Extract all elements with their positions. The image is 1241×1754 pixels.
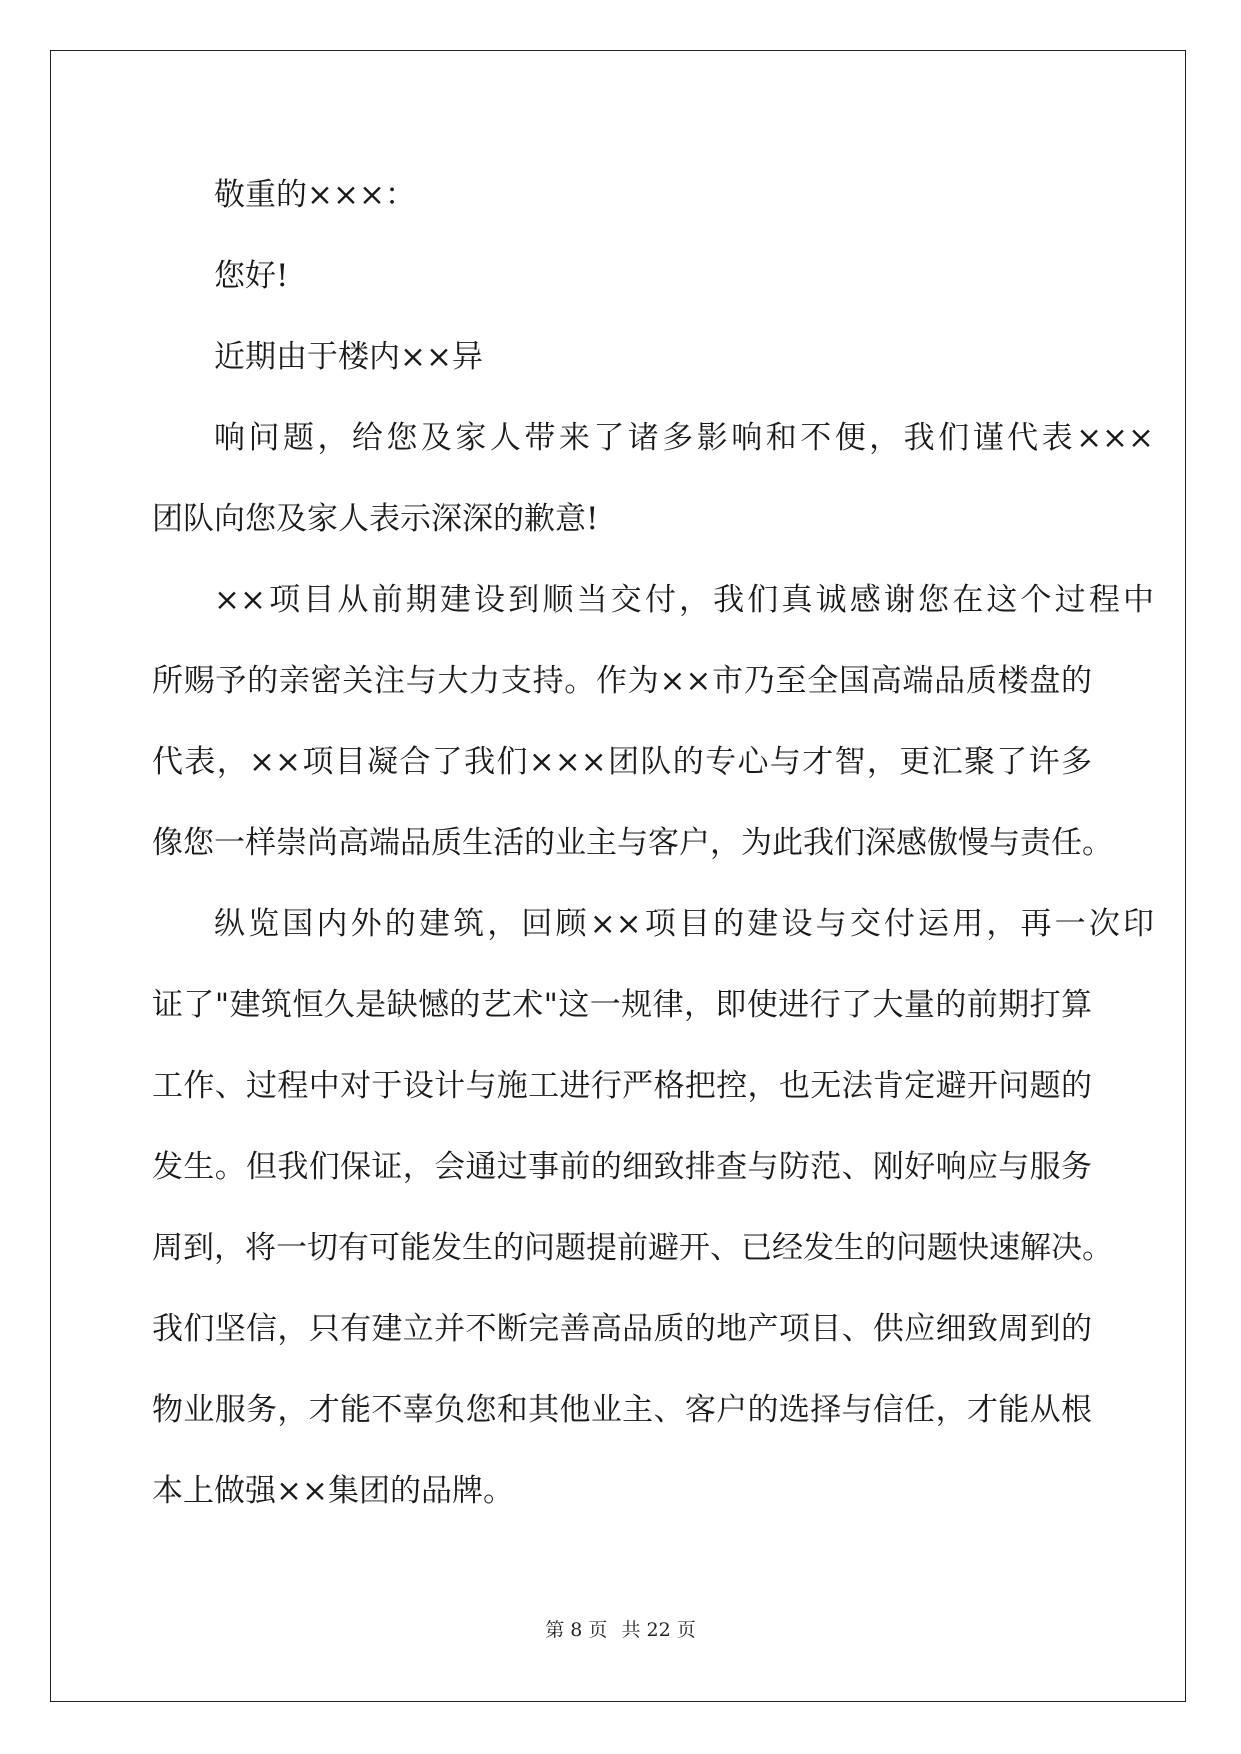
text-line: 周到，将一切有可能发生的问题提前避开、已经发生的问题快速解决。: [152, 1230, 1113, 1266]
text-line: 代表，××项目凝合了我们×××团队的专心与才智，更汇聚了许多: [152, 744, 1092, 780]
text-line: 证了"建筑恒久是缺憾的艺术"这一规律，即使进行了大量的前期打算: [152, 987, 1092, 1023]
text-line: 纵览国内外的建筑，回顾××项目的建设与交付运用，再一次印: [214, 906, 1154, 942]
text-line: 团队向您及家人表示深深的歉意!: [152, 501, 599, 537]
text-line: 本上做强××集团的品牌。: [152, 1473, 514, 1509]
text-line: 物业服务，才能不辜负您和其他业主、客户的选择与信任，才能从根: [152, 1392, 1092, 1428]
page-number: 第 8 页: [545, 1619, 608, 1641]
page-footer: [0, 1615, 1241, 1642]
greeting: 您好!: [214, 258, 289, 294]
text-line: 所赐予的亲密关注与大力支持。作为××市乃至全国高端品质楼盘的: [152, 663, 1092, 699]
text-line: 工作、过程中对于设计与施工进行严格把控，也无法肯定避开问题的: [152, 1068, 1092, 1104]
page-total: 共 22 页: [621, 1619, 696, 1641]
salutation: 敬重的×××：: [214, 177, 416, 213]
text-line: ××项目从前期建设到顺当交付，我们真诚感谢您在这个过程中: [214, 582, 1154, 618]
letter-body: [152, 155, 1154, 1532]
text-line: 近期由于楼内××异: [214, 339, 483, 375]
text-line: 响问题，给您及家人带来了诸多影响和不便，我们谨代表×××: [214, 420, 1154, 456]
text-line: 我们坚信，只有建立并不断完善高品质的地产项目、供应细致周到的: [152, 1311, 1092, 1347]
text-line: 像您一样崇尚高端品质生活的业主与客户，为此我们深感傲慢与责任。: [152, 825, 1113, 861]
text-line: 发生。但我们保证，会通过事前的细致排查与防范、刚好响应与服务: [152, 1149, 1092, 1185]
